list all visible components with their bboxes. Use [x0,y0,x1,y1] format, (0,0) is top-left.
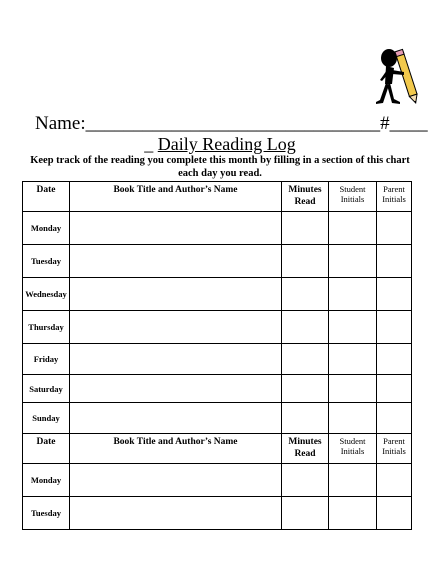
day-cell: Thursday [23,311,70,344]
reading-log-table [22,181,412,530]
day-cell: Friday [23,344,70,375]
parent-initials-cell[interactable] [377,375,412,403]
page-title [0,134,440,154]
book-cell[interactable] [70,344,282,375]
minutes-cell[interactable] [282,344,329,375]
title-text: Daily Reading Log [157,134,296,154]
table-header-row [23,434,412,464]
header-minutes: Minutes Read [282,434,329,464]
student-initials-cell[interactable] [329,245,377,278]
book-cell[interactable] [70,311,282,344]
parent-initials-cell[interactable] [377,311,412,344]
name-blank[interactable]: _______________________________ [85,113,381,134]
book-cell[interactable] [70,403,282,434]
name-label: Name: [35,113,86,134]
header-date: Date [23,182,70,212]
header-minutes: Minutes Read [282,182,329,212]
book-cell[interactable] [70,245,282,278]
student-initials-cell[interactable] [329,375,377,403]
table-row [23,403,412,434]
stick-figure-with-pencil-icon [374,46,424,108]
parent-initials-cell[interactable] [377,212,412,245]
parent-initials-cell[interactable] [377,278,412,311]
student-initials-cell[interactable] [329,212,377,245]
table-row [23,497,412,530]
book-cell[interactable] [70,464,282,497]
day-cell: Tuesday [23,497,70,530]
header-book: Book Title and Author’s Name [70,182,282,212]
header-book: Book Title and Author’s Name [70,434,282,464]
day-cell: Monday [23,212,70,245]
table-header-row [23,182,412,212]
minutes-cell[interactable] [282,403,329,434]
minutes-cell[interactable] [282,212,329,245]
book-cell[interactable] [70,497,282,530]
day-cell: Monday [23,464,70,497]
minutes-cell[interactable] [282,497,329,530]
header-student: Student Initials [329,182,377,212]
table-row [23,245,412,278]
book-cell[interactable] [70,375,282,403]
parent-initials-cell[interactable] [377,497,412,530]
header-student: Student Initials [329,434,377,464]
minutes-cell[interactable] [282,245,329,278]
parent-initials-cell[interactable] [377,344,412,375]
minutes-cell[interactable] [282,311,329,344]
book-cell[interactable] [70,212,282,245]
minutes-cell[interactable] [282,464,329,497]
table-row [23,375,412,403]
title-prefix: _ [144,134,154,154]
day-cell: Saturday [23,375,70,403]
table-row [23,278,412,311]
number-blank[interactable]: ____ [389,113,428,134]
table-row [23,311,412,344]
student-initials-cell[interactable] [329,311,377,344]
header-parent: Parent Initials [377,434,412,464]
day-cell: Tuesday [23,245,70,278]
day-cell: Wednesday [23,278,70,311]
parent-initials-cell[interactable] [377,245,412,278]
day-cell: Sunday [23,403,70,434]
minutes-cell[interactable] [282,278,329,311]
student-initials-cell[interactable] [329,278,377,311]
parent-initials-cell[interactable] [377,403,412,434]
header-parent: Parent Initials [377,182,412,212]
student-initials-cell[interactable] [329,497,377,530]
instructions: Keep track of the reading you complete this month by filling in a section of this chart each day you read. [30,155,410,179]
student-initials-cell[interactable] [329,344,377,375]
table-row [23,212,412,245]
book-cell[interactable] [70,278,282,311]
student-initials-cell[interactable] [329,464,377,497]
name-line [35,113,428,135]
table-row [23,344,412,375]
student-initials-cell[interactable] [329,403,377,434]
minutes-cell[interactable] [282,375,329,403]
number-sign: # [380,113,390,134]
table-row [23,464,412,497]
parent-initials-cell[interactable] [377,464,412,497]
header-date: Date [23,434,70,464]
